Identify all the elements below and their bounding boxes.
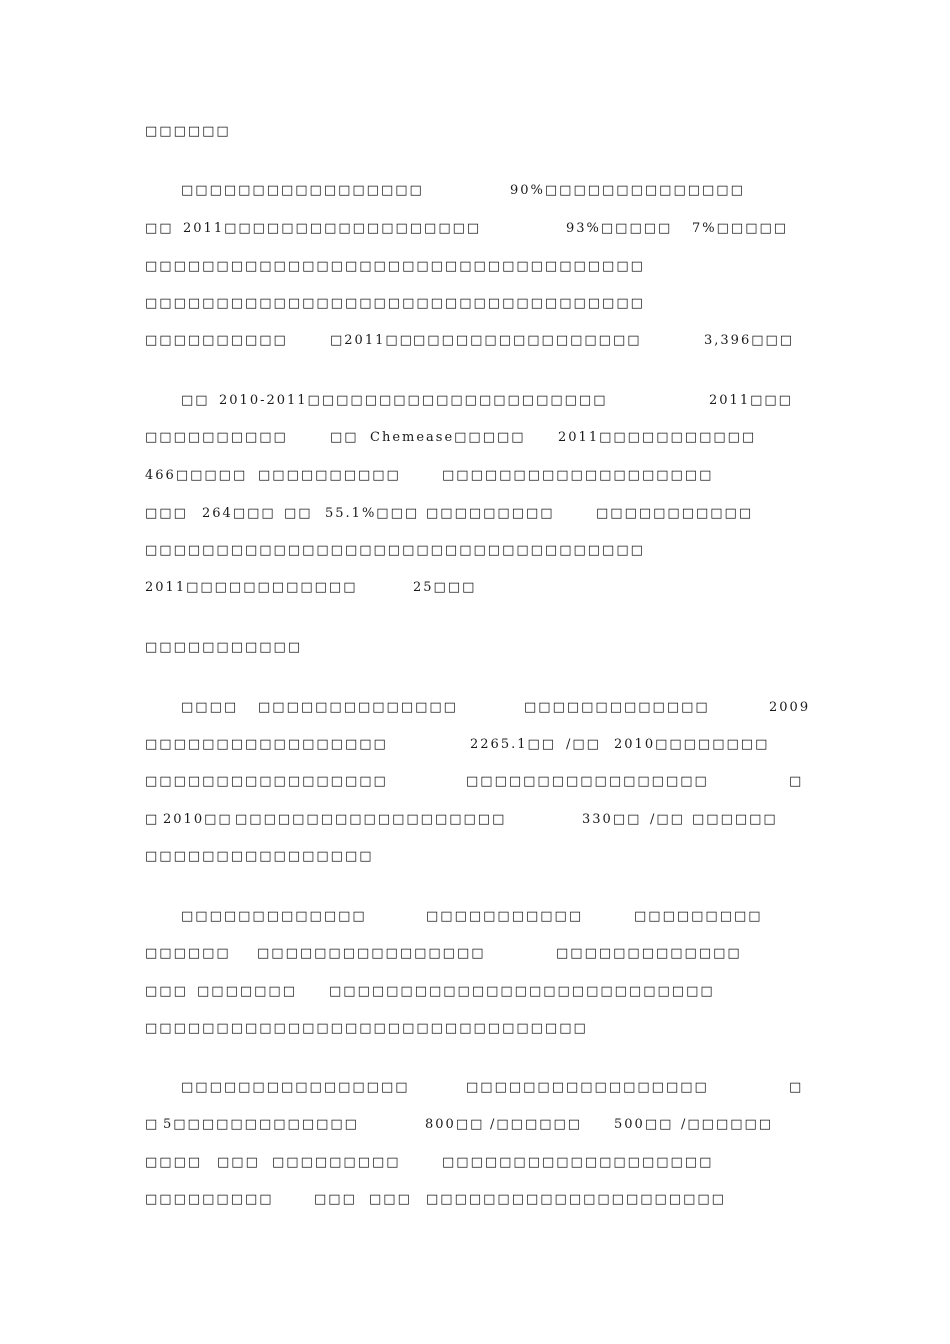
text-segment: □□□□□□□□□□□□□□□□□□□□□□□□□□□□□□□□□□□ bbox=[145, 296, 645, 311]
text-segment: □□□□□□□□□□□□□□□□□□□□□□□□□□□□□□□ bbox=[145, 1021, 588, 1036]
text-segment: □□□□□□□□□□□□□□□□ bbox=[145, 849, 374, 864]
text-line bbox=[0, 640, 950, 660]
text-segment: □ bbox=[789, 774, 804, 789]
text-line bbox=[0, 124, 950, 144]
text-segment: □ bbox=[789, 1080, 804, 1095]
text-segment: /□□ bbox=[650, 812, 685, 827]
text-segment: □□□□□□□□□ bbox=[272, 1155, 401, 1170]
text-segment: □□□□□□ bbox=[692, 812, 778, 827]
text-segment: □2011□□ bbox=[330, 333, 414, 348]
text-segment: □□□□□□□□□□□ bbox=[145, 640, 303, 655]
text-segment: 55.1%□□□ bbox=[325, 506, 420, 521]
text-segment: □□□□□□□□□□□ bbox=[596, 506, 754, 521]
text-segment: 2009 bbox=[769, 700, 811, 715]
text-segment: □□□□□□□□□□□□□□□□□ bbox=[145, 774, 388, 789]
text-line bbox=[0, 1080, 950, 1100]
text-segment: □□□□□□□□□ bbox=[426, 506, 555, 521]
text-segment: 2010□□ bbox=[163, 812, 233, 827]
text-segment: □□□□□□□□□□□□□□□□□ bbox=[181, 183, 424, 198]
text-segment: 2011□□□□□□□□□□□□□□□□□□ bbox=[183, 221, 482, 236]
text-line bbox=[0, 393, 950, 413]
text-line bbox=[0, 1021, 950, 1041]
text-segment: 500□□ bbox=[614, 1117, 674, 1132]
text-segment: □□□□□□□□□□□□□□□□□ bbox=[466, 1080, 709, 1095]
text-segment: 330□□ bbox=[582, 812, 642, 827]
text-segment: □□□□□□□□□□□□□□□□ bbox=[181, 1080, 410, 1095]
text-segment: /□□□□□□ bbox=[681, 1117, 774, 1132]
text-segment: □□□□□□□□□□□□□□□□□□□□□□□□□□□□□□□□□□□ bbox=[145, 543, 645, 558]
text-segment: □□□□□□□□□□□ bbox=[426, 909, 584, 924]
text-line bbox=[0, 984, 950, 1004]
text-segment: □□□□□□□□□□□□□□□□□□□ bbox=[235, 812, 507, 827]
text-segment: □ bbox=[145, 1117, 160, 1132]
text-segment: □□□□□□□□□□□□□□□□ bbox=[413, 333, 642, 348]
text-line bbox=[0, 296, 950, 316]
text-segment: 3,396□□□ bbox=[704, 333, 795, 348]
text-line bbox=[0, 430, 950, 450]
text-segment: □□□□ bbox=[181, 700, 239, 715]
text-segment: □□□□□□□□□□□□□□□□□ bbox=[145, 737, 388, 752]
text-segment: 2011□□□□□□□□□□□□ bbox=[145, 580, 358, 595]
text-segment: 2265.1□□ bbox=[470, 737, 557, 752]
text-line bbox=[0, 700, 950, 720]
text-segment: □□□□□□□□□□□□□ bbox=[181, 909, 367, 924]
text-line bbox=[0, 1117, 950, 1137]
text-segment: Chemease□□□□□ bbox=[370, 430, 526, 445]
text-segment: □□□□□□□□□□ bbox=[145, 333, 288, 348]
text-segment: □□□□□□□□□□□□□ bbox=[556, 946, 742, 961]
text-line bbox=[0, 812, 950, 832]
text-segment: □□□□□□ bbox=[145, 124, 231, 139]
text-segment: □□□□□□□ bbox=[197, 984, 297, 999]
text-line bbox=[0, 580, 950, 600]
text-segment: □□ bbox=[284, 506, 313, 521]
text-segment: 5□□□□□□□□□□□□□ bbox=[163, 1117, 359, 1132]
text-segment: □□□□□□ bbox=[145, 946, 231, 961]
text-segment: □□□ bbox=[369, 1192, 412, 1207]
text-line bbox=[0, 506, 950, 526]
text-segment: □□□□□□□□□□ bbox=[145, 430, 288, 445]
text-segment: □□□□□□□□□ bbox=[145, 1192, 274, 1207]
text-line bbox=[0, 946, 950, 966]
text-segment: 2011□□□ bbox=[709, 393, 793, 408]
text-segment: 2011□□□□□□□□□□□ bbox=[558, 430, 757, 445]
text-segment: □□ bbox=[145, 221, 174, 236]
text-segment: □□□□□□□□□□□□□□□□□□□□□□□□□□□ bbox=[329, 984, 715, 999]
text-segment: □□ bbox=[181, 393, 210, 408]
text-segment: /□□□□□□ bbox=[490, 1117, 583, 1132]
text-segment: 800□□ bbox=[425, 1117, 485, 1132]
text-segment: 25□□□ bbox=[413, 580, 477, 595]
text-segment: □□□□□□□□□□□□□□□□ bbox=[257, 946, 486, 961]
text-segment: □□□ bbox=[217, 1155, 260, 1170]
text-line bbox=[0, 909, 950, 929]
text-segment: □□□ bbox=[314, 1192, 357, 1207]
text-line bbox=[0, 737, 950, 757]
text-line bbox=[0, 774, 950, 794]
text-line bbox=[0, 259, 950, 279]
text-line bbox=[0, 849, 950, 869]
text-line bbox=[0, 221, 950, 241]
text-segment: □□□□□□□□□□□□□ bbox=[524, 700, 710, 715]
text-segment: □□□□□□□□□□□□□□□□□□□ bbox=[442, 468, 714, 483]
text-segment: □□ bbox=[330, 430, 359, 445]
text-line bbox=[0, 1155, 950, 1175]
text-segment: □□□□ bbox=[145, 1155, 203, 1170]
text-segment: 90%□□□□□□□□□□□□□□ bbox=[510, 183, 745, 198]
text-segment: □□□□□□□□□□□□□□□□□□□□□□□□□□□□□□□□□□□ bbox=[145, 259, 645, 274]
text-segment: 264□□□ bbox=[202, 506, 276, 521]
text-segment: 466□□□□□ bbox=[145, 468, 248, 483]
text-line bbox=[0, 468, 950, 488]
text-line bbox=[0, 1192, 950, 1212]
text-segment: □□□□□□□□□□□□□□ bbox=[258, 700, 458, 715]
text-segment: □□□□□□□□□□□□□□□□□□□□□ bbox=[426, 1192, 726, 1207]
text-line bbox=[0, 183, 950, 203]
text-segment: /□□ bbox=[566, 737, 601, 752]
text-segment: 2010□□□□□□□□ bbox=[614, 737, 770, 752]
text-segment: □ bbox=[145, 812, 160, 827]
text-segment: □□□ bbox=[145, 506, 188, 521]
text-segment: 7%□□□□□ bbox=[692, 221, 789, 236]
text-line bbox=[0, 543, 950, 563]
text-segment: □□□□□□□□□□□□□□□□□ bbox=[466, 774, 709, 789]
text-segment: □□□□□□□□□□ bbox=[258, 468, 401, 483]
text-segment: 2010-2011□□□□□□□□□□□□□□□□□□□□□ bbox=[219, 393, 608, 408]
text-segment: 93%□□□□□ bbox=[566, 221, 673, 236]
text-segment: □□□ bbox=[145, 984, 188, 999]
text-segment: □□□□□□□□□□□□□□□□□□□ bbox=[442, 1155, 714, 1170]
text-segment: □□□□□□□□□ bbox=[634, 909, 763, 924]
text-line bbox=[0, 333, 950, 353]
